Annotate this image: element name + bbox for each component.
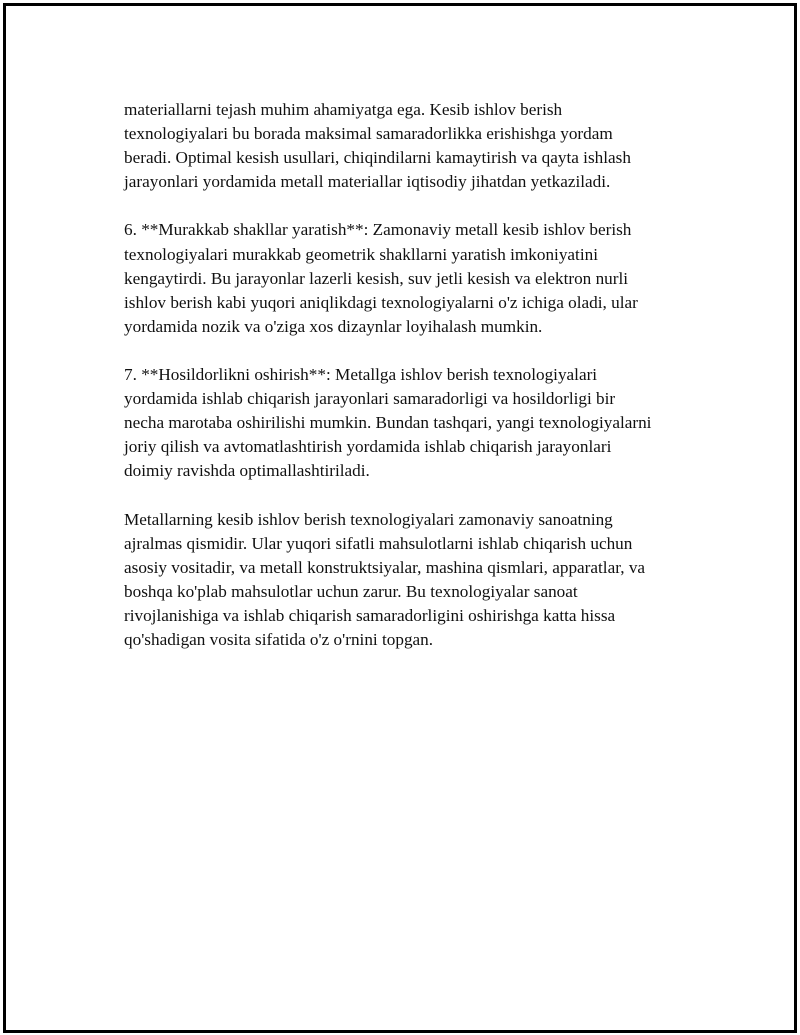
text-line: kengaytirdi. Bu jarayonlar lazerli kesish, suv jetli kesish va elektron nurli <box>124 268 629 288</box>
text-line: yordamida ishlab chiqarish jarayonlari samaradorligi va hosildorligi bir <box>124 389 616 409</box>
text-line: 6. **Murakkab shakllar yaratish**: Zamonaviy metall kesib ishlov berish <box>124 220 632 240</box>
text-line: ishlov berish kabi yuqori aniqlikdagi texnologiyalarni o'z ichiga oladi, ular <box>124 292 638 312</box>
paragraph-productivity <box>124 363 704 483</box>
document-body <box>124 98 704 676</box>
text-line: doimiy ravishda optimallashtiriladi. <box>124 461 370 481</box>
text-line: asosiy vositadir, va metall konstruktsiyalar, mashina qismlari, apparatlar, va <box>124 557 646 577</box>
paragraph-conclusion <box>124 508 704 653</box>
text-line: joriy qilish va avtomatlashtirish yordamida ishlab chiqarish jarayonlari <box>124 437 612 457</box>
text-line: beradi. Optimal kesish usullari, chiqindilarni kamaytirish va qayta ishlash <box>124 148 631 168</box>
paragraph-material-saving <box>124 98 704 194</box>
page-frame <box>3 3 797 1033</box>
text-line: yordamida nozik va o'ziga xos dizaynlar loyihalash mumkin. <box>124 316 543 336</box>
text-line: materiallarni tejash muhim ahamiyatga ega. Kesib ishlov berish <box>124 100 563 119</box>
text-line: 7. **Hosildorlikni oshirish**: Metallga ishlov berish texnologiyalari <box>124 365 598 385</box>
text-line: necha marotaba oshirilishi mumkin. Bundan tashqari, yangi texnologiyalarni <box>124 413 652 433</box>
text-line: rivojlanishiga va ishlab chiqarish samaradorligini oshirishga katta hissa <box>124 605 616 625</box>
text-line: boshqa ko'plab mahsulotlar uchun zarur. Bu texnologiyalar sanoat <box>124 581 578 601</box>
paragraph-complex-shapes <box>124 218 704 338</box>
text-line: jarayonlari yordamida metall materiallar iqtisodiy jihatdan yetkaziladi. <box>124 172 611 192</box>
text-line: qo'shadigan vosita sifatida o'z o'rnini topgan. <box>124 630 434 650</box>
text-line: texnologiyalari bu borada maksimal samaradorlikka erishishga yordam <box>124 124 613 144</box>
text-line: ajralmas qismidir. Ular yuqori sifatli mahsulotlarni ishlab chiqarish uchun <box>124 533 633 553</box>
text-line: Metallarning kesib ishlov berish texnologiyalari zamonaviy sanoatning <box>124 509 613 529</box>
text-line: texnologiyalari murakkab geometrik shakllarni yaratish imkoniyatini <box>124 244 598 264</box>
